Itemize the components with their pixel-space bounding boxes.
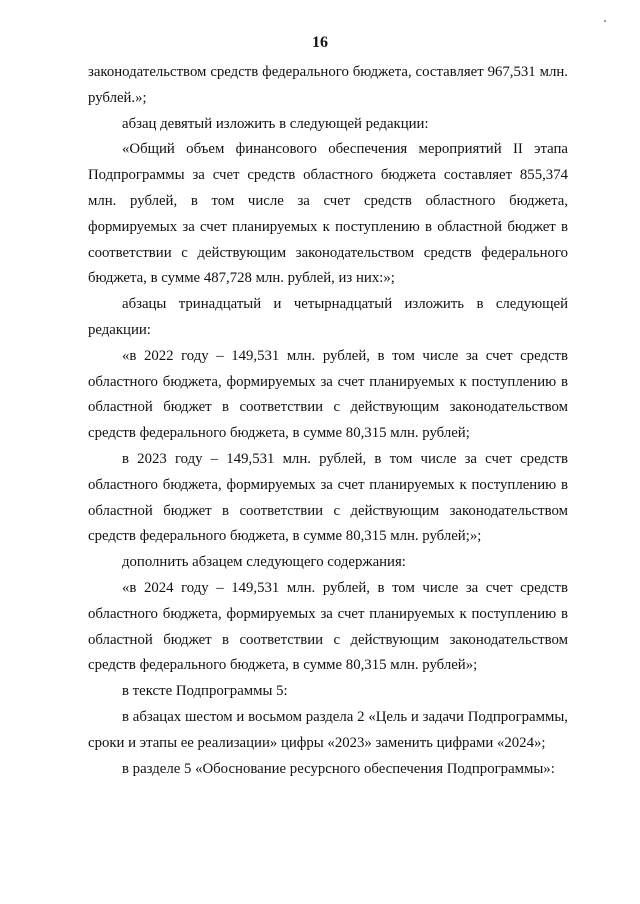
paragraph-quoted-total-funding: «Общий объем финансового обеспечения мероприятий II этапа Подпрограммы за счет средств областного бюджета составляет 855,374 млн. рублей, в том числе за счет средств областного бюджета, формируемых за счет планируемых к поступлению в областной бюджет в соответствии с действующим законодательством средств федерального бюджета, в сумме 487,728 млн. рублей, из них:»; (88, 141, 568, 287)
paragraph-continuation: законодательством средств федерального бюджета, составляет 967,531 млн. рублей.»; (88, 64, 568, 106)
paragraph-2023: в 2023 году – 149,531 млн. рублей, в том числе за счет средств областного бюджета, формируемых за счет планируемых к поступлению в областной бюджет в соответствии с действующим законодательством средств федерального бюджета, в сумме 80,315 млн. рублей;»; (88, 450, 568, 545)
page-number: 16 (312, 34, 328, 51)
paragraph-subprogram-5: в тексте Подпрограммы 5: (122, 683, 288, 700)
paragraph-instruction-ninth: абзац девятый изложить в следующей редакции: (122, 115, 429, 132)
paragraph-quoted-2022: «в 2022 году – 149,531 млн. рублей, в том числе за счет средств областного бюджета, формируемых за счет планируемых к поступлению в областной бюджет в соответствии с действующим законодательством средств федерального бюджета, в сумме 80,315 млн. рублей; (88, 347, 568, 442)
paragraph-instruction-add: дополнить абзацем следующего содержания: (122, 554, 406, 571)
paragraph-quoted-2024: «в 2024 году – 149,531 млн. рублей, в том числе за счет средств областного бюджета, формируемых за счет планируемых к поступлению в областной бюджет в соответствии с действующим законодательством средств федерального бюджета, в сумме 80,315 млн. рублей»; (88, 579, 568, 674)
paragraph-section-5: в разделе 5 «Обоснование ресурсного обеспечения Подпрограммы»: (122, 760, 555, 777)
scan-speck (604, 20, 606, 22)
document-body (88, 60, 568, 782)
paragraph-instruction-thirteenth-fourteenth: абзацы тринадцатый и четырнадцатый изложить в следующей редакции: (88, 296, 568, 338)
paragraph-section-2-change: в абзацах шестом и восьмом раздела 2 «Цель и задачи Подпрограммы, сроки и этапы ее реализации» цифры «2023» заменить цифрами «2024»; (88, 708, 568, 751)
